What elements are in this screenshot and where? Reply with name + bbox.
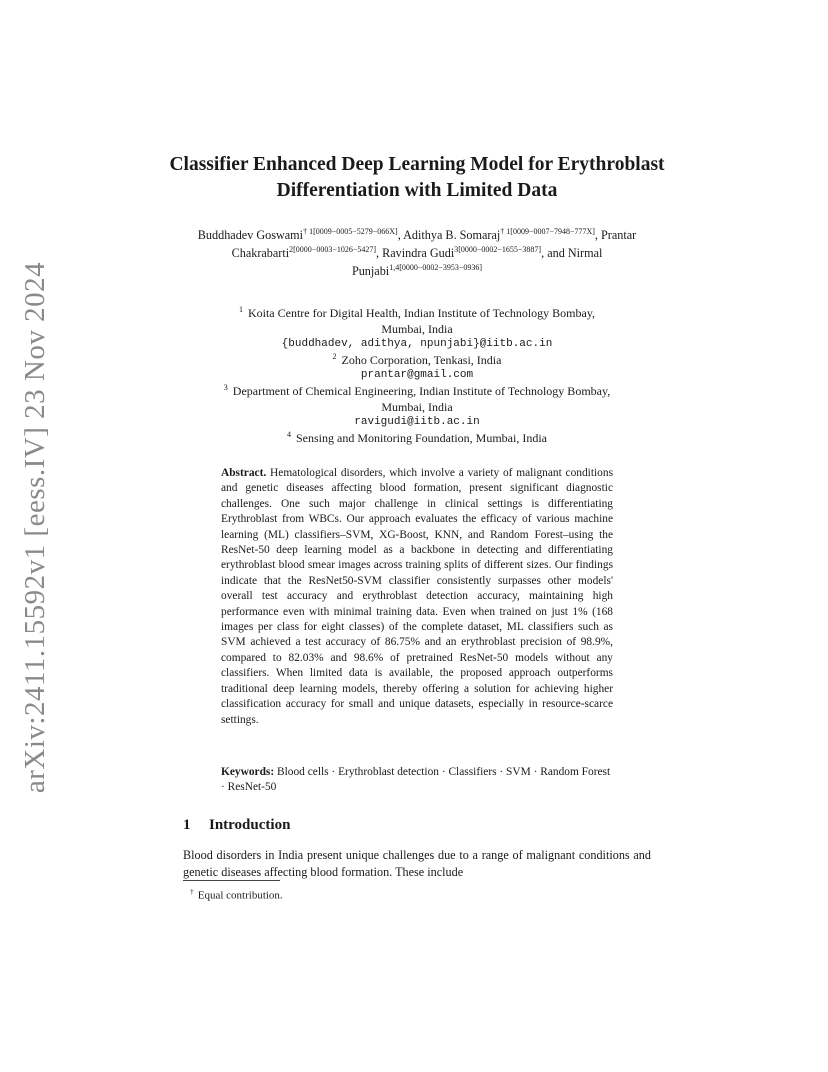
affiliation-4 [180,431,654,447]
arxiv-identifier-text: arXiv:2411.15592v1 [eess.IV] 23 Nov 2024 [19,261,52,793]
abstract [221,466,613,728]
author-orcid: 2[0000−0003−1026−5427] [289,244,377,254]
paper-title: Classifier Enhanced Deep Learning Model for Erythroblast Differentiation with Limited Data [169,154,665,201]
section-heading [183,816,483,834]
affiliation-list [180,306,654,446]
keywords-label: Keywords: [221,766,275,778]
abstract-text: Hematological disorders, which involve a variety of malignant conditions and genetic diseases affecting blood formation, present significant diagnostic challenges. One such major challenge in clinical settings is differentiating Erythroblast from WBCs. Our approach evaluates the efficacy of various machine learning (ML) classifiers–SVM, XG-Boost, KNN, and Random Forest–using the ResNet-50 deep learning model as a backbone in detecting and differentiating erythroblast blood smear images across training splits of different sizes. Our findings indicate that the ResNet50-SVM classifier consistently surpasses other models' overall test accuracy and erythroblast detection accuracy, maintaining high performance even with minimal training data. Even when trained on just 1% (168 images per class for eight classes) of the complete dataset, ML classifiers such as SVM achieved a test accuracy of 86.75% and an erythroblast precision of 98.9%, compared to 82.03% and 98.6% of pretrained ResNet-50 models without any classifiers. When limited data is available, the proposed approach outperforms traditional deep learning models, thereby offering a solution for achieving higher classification accuracy for small and unique datasets, especially in resource-scarce settings. [221,467,614,726]
affiliation-2-email: prantar@gmail.com [360,369,474,382]
affiliation-mark: 3 [223,382,228,392]
author-separator: , [376,246,383,260]
affiliation-text: Zoho Corporation, Tenkasi, India [341,352,502,367]
affiliation-3-email: ravigudi@iitb.ac.in [354,416,480,429]
author-separator: , and [541,246,568,260]
author-orcid: † 1[0009−0005−5279−066X] [303,226,398,236]
keywords [221,765,613,796]
author-name: Prantar Chakrabarti [231,228,637,260]
footnote-text: Equal contribution. [197,889,283,902]
affiliation-2 [180,353,654,369]
affiliation-text: Sensing and Monitoring Foundation, Mumbai, India [296,430,547,445]
affiliation-1-city: Mumbai, India [381,321,453,336]
affiliation-1-email: {buddhadev, adithya, npunjabi}@iitb.ac.in [281,338,553,351]
author-name: Buddhadev Goswami [197,228,304,242]
intro-paragraph: Blood disorders in India present unique challenges due to a range of malignant conditions and genetic diseases affecting blood formation. These include [183,848,651,879]
abstract-label: Abstract. [221,467,267,479]
author-list [180,226,654,280]
affiliation-text: Department of Chemical Engineering, Indian Institute of Technology Bombay, [232,383,611,398]
author-separator: , [594,228,602,242]
footnote-mark: † [190,887,194,896]
affiliation-text: Koita Centre for Digital Health, Indian Institute of Technology Bombay, [247,306,596,320]
keywords-text: Blood cells · Erythroblast detection · Classifiers · SVM · Random Forest · ResNet-50 [221,766,611,794]
affiliation-mark: 1 [238,305,243,314]
affiliation-3 [180,384,654,400]
footnote-divider [183,880,280,881]
affiliation-mark: 4 [287,429,291,439]
author-name: Nirmal Punjabi [351,246,603,278]
author-name: Adithya B. Somaraj [403,228,501,242]
affiliation-1 [180,306,654,322]
author-name: Ravindra Gudi [382,246,455,260]
author-separator: , [397,228,404,242]
author-orcid: † 1[0009−0007−7948−777X] [500,226,595,236]
affiliation-mark: 2 [332,351,337,361]
section-title: Introduction [209,817,291,833]
footnote [190,885,490,903]
author-orcid: 1,4[0000−0002−3953−0936] [389,262,483,272]
section-number: 1 [183,817,191,833]
affiliation-3-city: Mumbai, India [381,399,453,414]
arxiv-identifier [14,261,58,793]
author-orcid: 3[0000−0002−1655−3887] [454,244,542,254]
